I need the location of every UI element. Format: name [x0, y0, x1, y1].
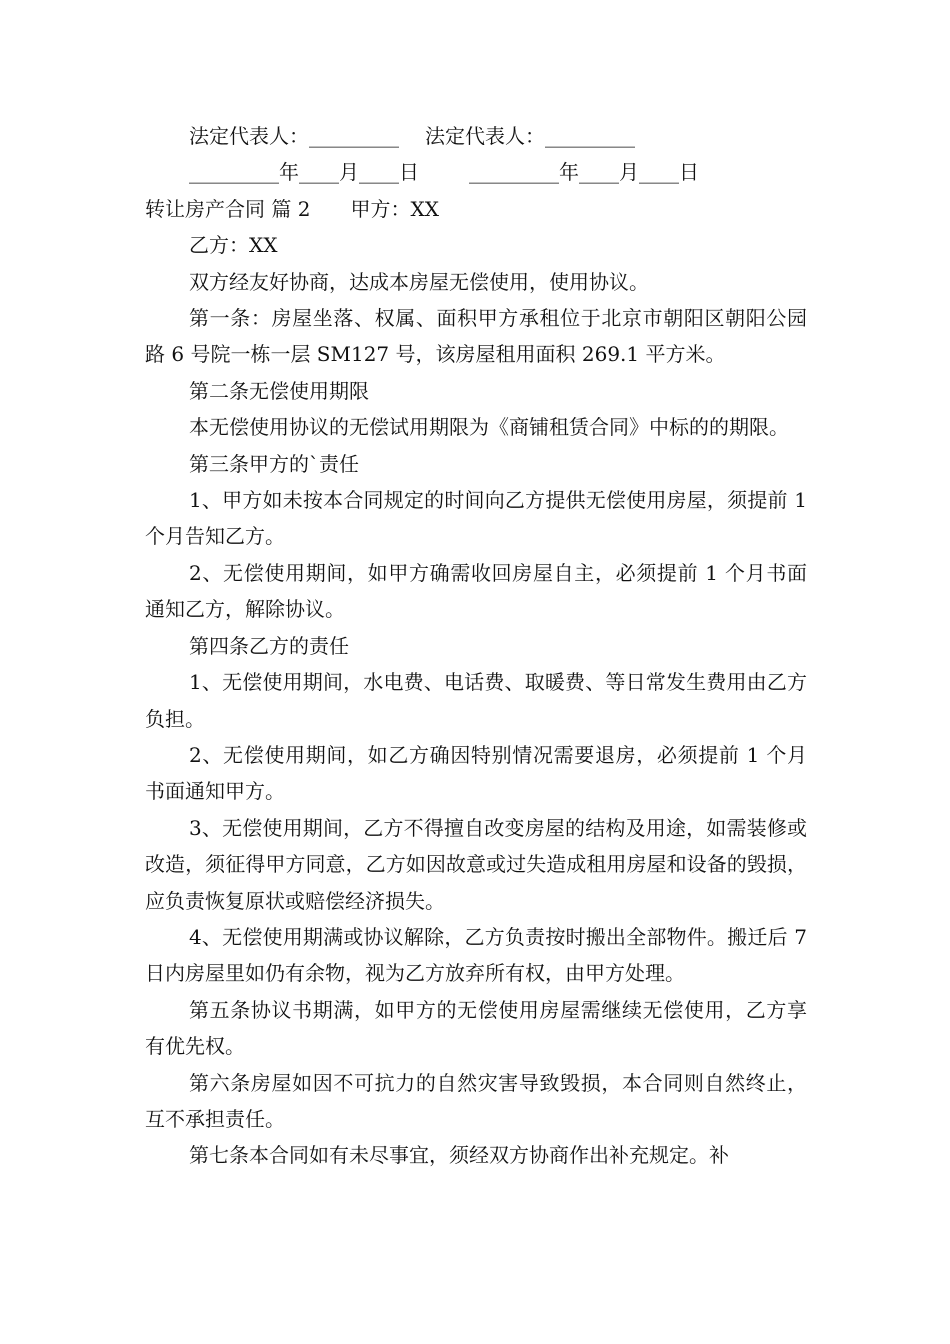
date-blank-party-a: _________年____月____日: [189, 160, 419, 185]
article-5-paragraph: 第五条协议书期满，如甲方的无偿使用房屋需继续无偿使用，乙方享有优先权。: [145, 997, 807, 1059]
date-blank-party-b: _________年____月____日: [469, 160, 699, 185]
article-4-item-2: 2、无偿使用期间，如乙方确因特别情况需要退房，必须提前 1 个月书面通知甲方。: [145, 742, 807, 804]
preamble-paragraph: 双方经友好协商，达成本房屋无偿使用，使用协议。: [189, 269, 649, 294]
article-2-heading: 第二条无偿使用期限: [189, 378, 369, 403]
section-header-row: [145, 191, 807, 227]
legal-rep-label-party-a: 法定代表人：_________: [189, 124, 399, 148]
party-a-line: 甲方：XX: [350, 196, 439, 221]
article-4-item-1: 1、无偿使用期间，水电费、电话费、取暖费、等日常发生费用由乙方负担。: [145, 670, 807, 731]
signature-dates-row: [145, 154, 807, 190]
article-6-paragraph: 第六条房屋如因不可抗力的自然灾害导致毁损，本合同则自然终止，互不承担责任。: [145, 1070, 807, 1131]
article-3-heading: 第三条甲方的`责任: [189, 451, 359, 476]
article-7-paragraph: 第七条本合同如有未尽事宜，须经双方协商作出补充规定。补: [189, 1143, 729, 1168]
signature-representatives-row: [145, 118, 807, 154]
article-3-item-2: 2、无偿使用期间，如甲方确需收回房屋自主，必须提前 1 个月书面通知乙方，解除协议。: [145, 560, 807, 622]
article-4-item-3: 3、无偿使用期间，乙方不得擅自改变房屋的结构及用途，如需装修或改造，须征得甲方同意，乙方如因故意或过失造成租用房屋和设备的毁损，应负责恢复原状或赔偿经济损失。: [145, 815, 807, 913]
document-body: [145, 118, 807, 1174]
article-4-heading: 第四条乙方的责任: [189, 633, 349, 658]
article-1-paragraph: 第一条：房屋坐落、权属、面积甲方承租位于北京市朝阳区朝阳公园路 6 号院一栋一层 SM127 号，该房屋租用面积 269.1 平方米。: [145, 306, 807, 367]
legal-rep-label-party-b: 法定代表人：_________: [425, 124, 635, 148]
article-2-paragraph: 本无偿使用协议的无偿试用期限为《商铺租赁合同》中标的的期限。: [189, 415, 789, 440]
article-4-item-4: 4、无偿使用期满或协议解除，乙方负责按时搬出全部物件。搬迁后 7 日内房屋里如仍有余物，视为乙方放弃所有权，由甲方处理。: [145, 924, 807, 986]
party-b-line: 乙方：XX: [189, 233, 278, 258]
article-3-item-1: 1、甲方如未按本合同规定的时间向乙方提供无偿使用房屋，须提前 1 个月告知乙方。: [145, 488, 807, 549]
section-title: 转让房产合同 篇 2: [145, 196, 311, 221]
